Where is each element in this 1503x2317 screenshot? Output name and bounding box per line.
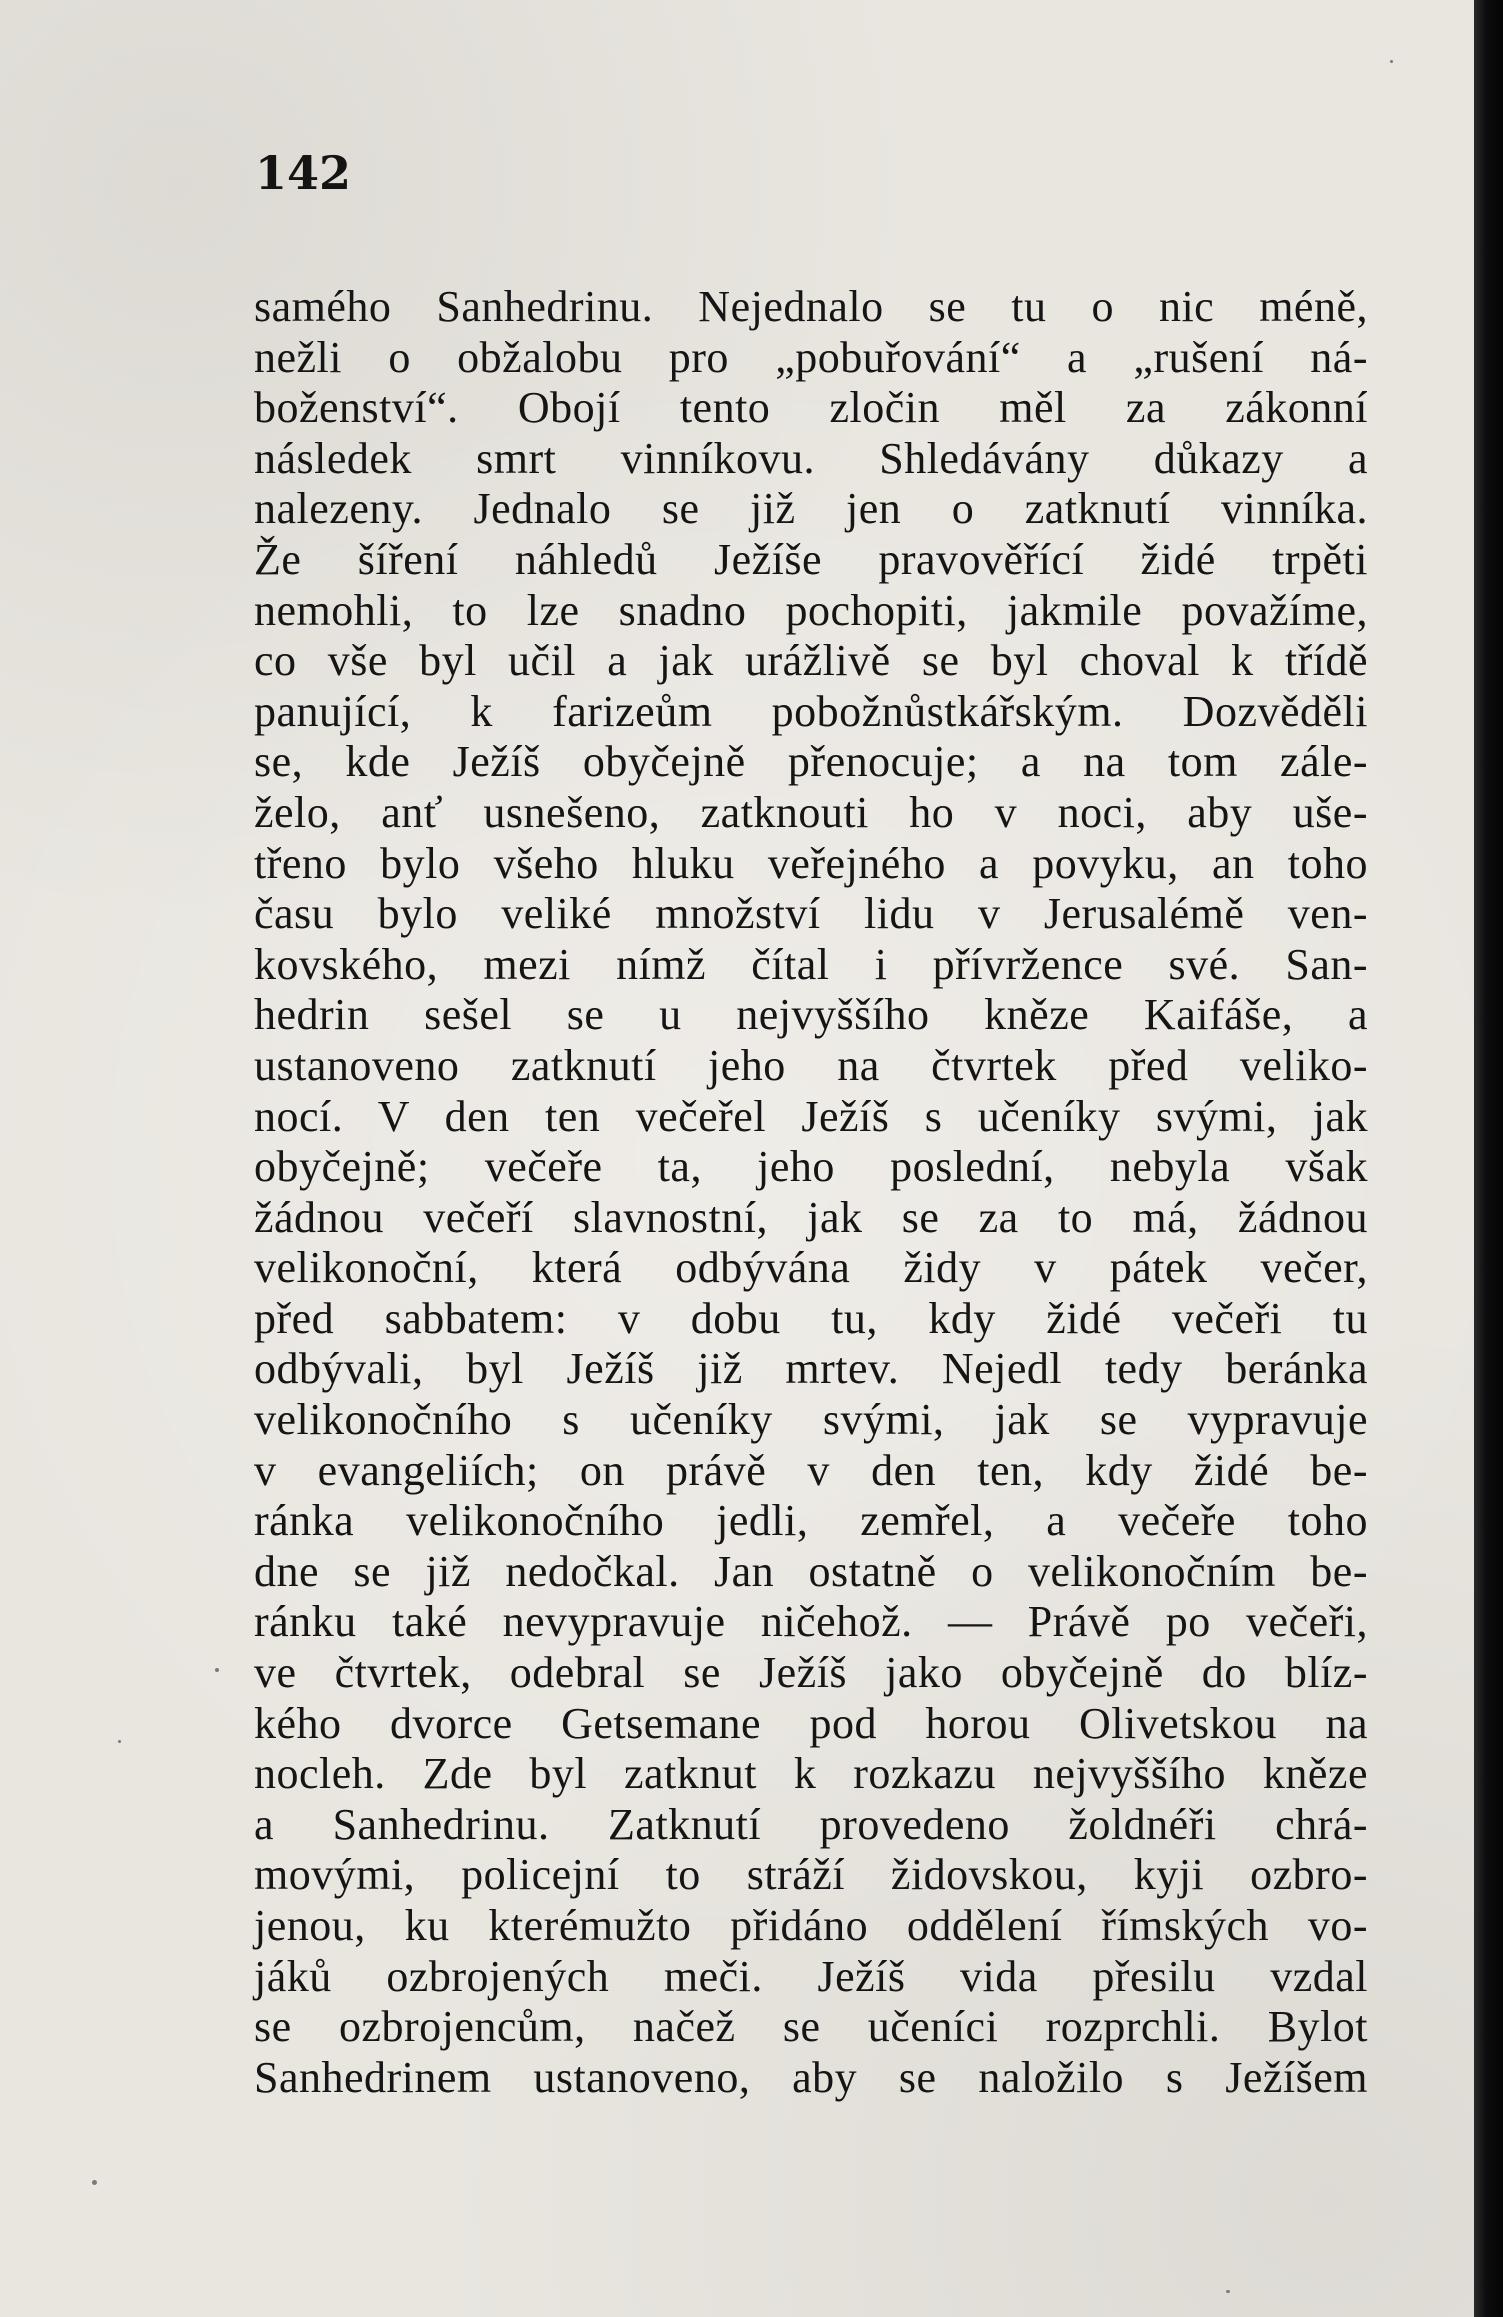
text-line: a Sanhedrinu. Zatknutí provedeno žoldnéři chrá- (254, 1799, 1368, 1849)
text-line: nalezeny. Jednalo se již jen o zatknutí vinníka. (254, 484, 1368, 534)
paper-speck (1390, 60, 1393, 63)
text-line: nežli o obžalobu pro „pobuřování“ a „rušení ná- (254, 332, 1368, 382)
text-line: kovského, mezi nímž čítal i přívržence své. San- (254, 939, 1368, 989)
text-line: následek smrt vinníkovu. Shledávány důkazy a (254, 433, 1368, 483)
text-line: movými, policejní to stráží židovskou, kyji ozbro- (254, 1850, 1368, 1900)
text-line: co vše byl učil a jak urážlivě se byl choval k třídě (254, 636, 1368, 686)
text-line: Že šíření náhledů Ježíše pravověřící židé trpěti (254, 534, 1368, 584)
text-line: nocí. V den ten večeřel Ježíš s učeníky svými, jak (254, 1091, 1368, 1141)
text-line: odbývali, byl Ježíš již mrtev. Nejedl tedy beránka (254, 1344, 1368, 1394)
text-line: před sabbatem: v dobu tu, kdy židé večeři tu (254, 1293, 1368, 1343)
paper-speck (92, 2180, 97, 2185)
text-line: ve čtvrtek, odebral se Ježíš jako obyčejně do blíz- (254, 1648, 1368, 1698)
text-line: jenou, ku kterémužto přidáno oddělení římských vo- (254, 1901, 1368, 1950)
text-line: želo, anť usnešeno, zatknouti ho v noci, aby uše- (254, 787, 1368, 837)
text-line: obyčejně; večeře ta, jeho poslední, nebyla však (254, 1142, 1368, 1192)
text-line: ustanoveno zatknutí jeho na čtvrtek před veliko- (254, 1040, 1368, 1090)
text-line: nocleh. Zde byl zatknut k rozkazu nejvyššího kněze (254, 1749, 1368, 1799)
text-line: se ozbrojencům, načež se učeníci rozprchli. Bylot (254, 2002, 1368, 2052)
page-edge-shadow (1474, 0, 1503, 2317)
text-line: žádnou večeří slavnostní, jak se za to má, žádnou (254, 1192, 1368, 1242)
paper-speck (118, 1740, 121, 1743)
paper-speck (215, 1668, 219, 1672)
text-line: boženství“. Obojí tento zločin měl za zákonní (254, 383, 1368, 433)
text-line: kého dvorce Getsemane pod horou Olivetskou na (254, 1698, 1368, 1748)
text-line: velikonoční, která odbývána židy v pátek večer, (254, 1243, 1368, 1293)
text-line: ránka velikonočního jedli, zemřel, a večeře toho (254, 1496, 1368, 1546)
text-line: třeno bylo všeho hluku veřejného a povyku, an toho (254, 838, 1368, 888)
paper-speck (1226, 2290, 1230, 2293)
text-line: v evangeliích; on právě v den ten, kdy židé be- (254, 1445, 1368, 1495)
text-line: nemohli, to lze snadno pochopiti, jakmile považíme, (254, 585, 1368, 635)
text-line: času bylo veliké množství lidu v Jerusalémě ven- (254, 889, 1368, 939)
text-line: hedrin sešel se u nejvyššího kněze Kaifáše, a (254, 990, 1368, 1040)
page-number: 142 (255, 146, 352, 200)
text-line: ránku také nevypravuje ničehož. — Právě po večeři, (254, 1597, 1368, 1647)
body-text (254, 282, 1368, 2103)
text-line: se, kde Ježíš obyčejně přenocuje; a na tom zále- (254, 737, 1368, 787)
text-line: dne se již nedočkal. Jan ostatně o velikonočním be- (254, 1546, 1368, 1596)
text-line: velikonočního s učeníky svými, jak se vypravuje (254, 1395, 1368, 1445)
text-line: panující, k farizeům pobožnůstkářským. Dozvěděli (254, 686, 1368, 736)
text-line: jáků ozbrojených meči. Ježíš vida přesilu vzdal (254, 1951, 1368, 2001)
text-line: Sanhedrinem ustanoveno, aby se naložilo s Ježíšem (254, 2052, 1368, 2102)
text-line: samého Sanhedrinu. Nejednalo se tu o nic méně, (254, 282, 1368, 331)
